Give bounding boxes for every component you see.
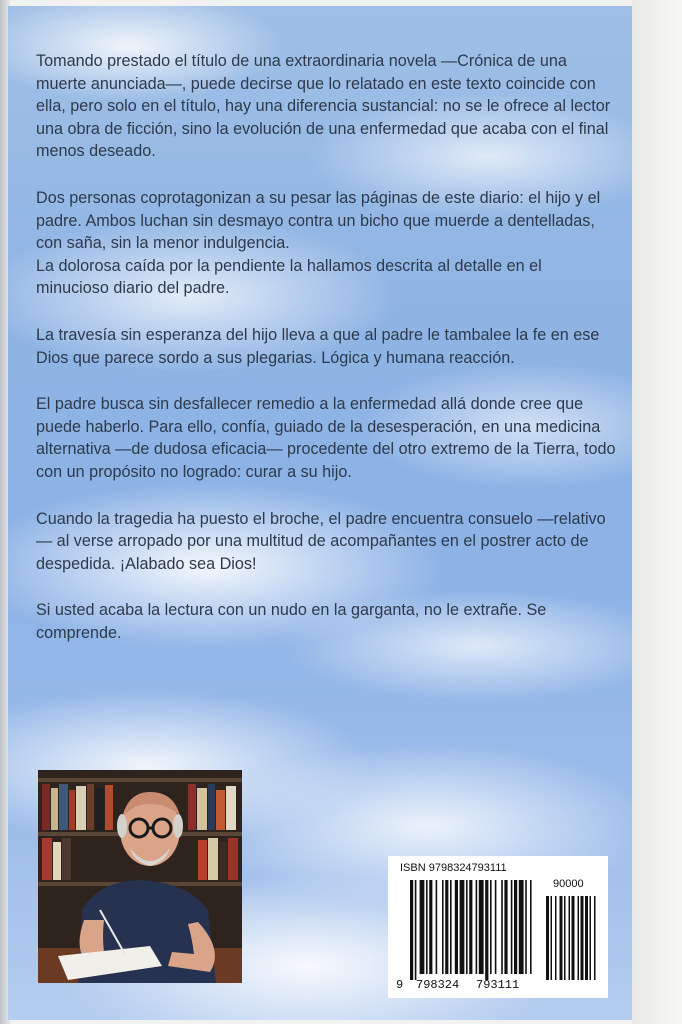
blurb-paragraph-5: El padre busca sin desfallecer remedio a la enfermedad allá donde cree que puede haberlo. Para ello, confía, guiado de la desesperación, en una medicina alternativa —de dudosa eficacia— procedente del otro extremo de la Tierra, todo con un propósito no logrado: curar a su hijo.: [36, 395, 616, 481]
blurb-paragraph-4: La travesía sin esperanza del hijo lleva a que al padre le tambalee la fe en ese Dios que parece sordo a sus plegarias. Lógica y humana reacción.: [36, 325, 600, 367]
blurb-paragraph-2: Dos personas coprotagonizan a su pesar las páginas de este diario: el hijo y el padre. Ambos luchan sin desmayo contra un bicho que muerde a dentelladas, con saña, sin la menor indulgencia.: [36, 188, 601, 253]
barcode-digit-group-1: 798324: [416, 978, 460, 992]
barcode-bar: [514, 880, 517, 974]
barcode-bar: [490, 880, 492, 974]
barcode-bar: [469, 880, 472, 974]
barcode-addon-bar: [564, 896, 566, 980]
barcode-addon-bar: [572, 896, 575, 980]
barcode-addon-bar: [555, 896, 557, 980]
barcode-bar: [495, 880, 497, 974]
barcode-addon-bar: [569, 896, 571, 980]
barcode-bar: [460, 880, 465, 974]
barcode-bar: [530, 880, 532, 974]
barcode-digit-group-2: 793111: [476, 978, 520, 992]
author-portrait-icon: [38, 770, 242, 983]
barcode-addon-bar: [581, 896, 584, 980]
back-cover: [8, 6, 632, 1020]
barcode-addon-number: 90000: [553, 878, 584, 890]
barcode-bar: [450, 880, 452, 974]
barcode-bar: [511, 880, 513, 974]
barcode-bar: [504, 880, 507, 974]
barcode-addon-bar: [546, 896, 549, 980]
barcode-addon-bar: [560, 896, 563, 980]
barcode-bar: [415, 880, 417, 980]
barcode-bar: [466, 880, 468, 974]
barcode-bar: [476, 880, 478, 974]
barcode-addon-bar: [551, 896, 553, 980]
barcode-bar: [485, 880, 488, 980]
isbn-barcode: [388, 856, 608, 998]
barcode-addon-bar: [590, 896, 592, 980]
barcode-bar: [479, 880, 484, 974]
barcode-addon-bar: [585, 896, 588, 980]
barcode-bar: [436, 880, 438, 974]
barcode-digit-first: 9: [396, 978, 404, 992]
blurb-paragraph-7: Si usted acaba la lectura con un nudo en la garganta, no le extrañe. Se comprende.: [36, 601, 547, 642]
barcode-bar: [445, 880, 448, 974]
page-background: [632, 0, 682, 1024]
isbn-label: ISBN 9798324793111: [400, 862, 507, 874]
barcode-addon-bar: [578, 896, 580, 980]
barcode-bar: [442, 880, 444, 974]
barcode-bar: [420, 880, 425, 974]
barcode-bar: [525, 880, 527, 974]
barcode-bar: [426, 880, 428, 974]
barcode-bar: [410, 880, 413, 980]
barcode-bar: [429, 880, 432, 974]
barcode-bar: [455, 880, 458, 974]
blurb-paragraph-3: La dolorosa caída por la pendiente la hallamos descrita al detalle en el minucioso diario del padre.: [36, 256, 542, 298]
barcode-bar: [519, 880, 524, 974]
barcode-addon-bar: [594, 896, 596, 980]
barcode-bars-icon: [388, 856, 608, 998]
barcode-bar: [501, 880, 503, 974]
blurb-paragraph-1: Tomando prestado el título de una extraordinaria novela —Crónica de una muerte anunciada—, puede decirse que lo relatado en este texto coincide con ella, pero solo en el título, hay una diferencia sustancial: no se le ofrece al lector una obra de ficción, sino la evolución de una enfermedad que acaba con el final menos deseado.: [36, 52, 611, 161]
blurb-paragraph-6: Cuando la tragedia ha puesto el broche, el padre encuentra consuelo —relativo— al verse arropado por una multitud de acompañantes en el postrer acto de despedida. ¡Alabado sea Dios!: [36, 509, 606, 573]
back-cover-blurb: [36, 50, 616, 668]
author-photo: [38, 770, 242, 983]
